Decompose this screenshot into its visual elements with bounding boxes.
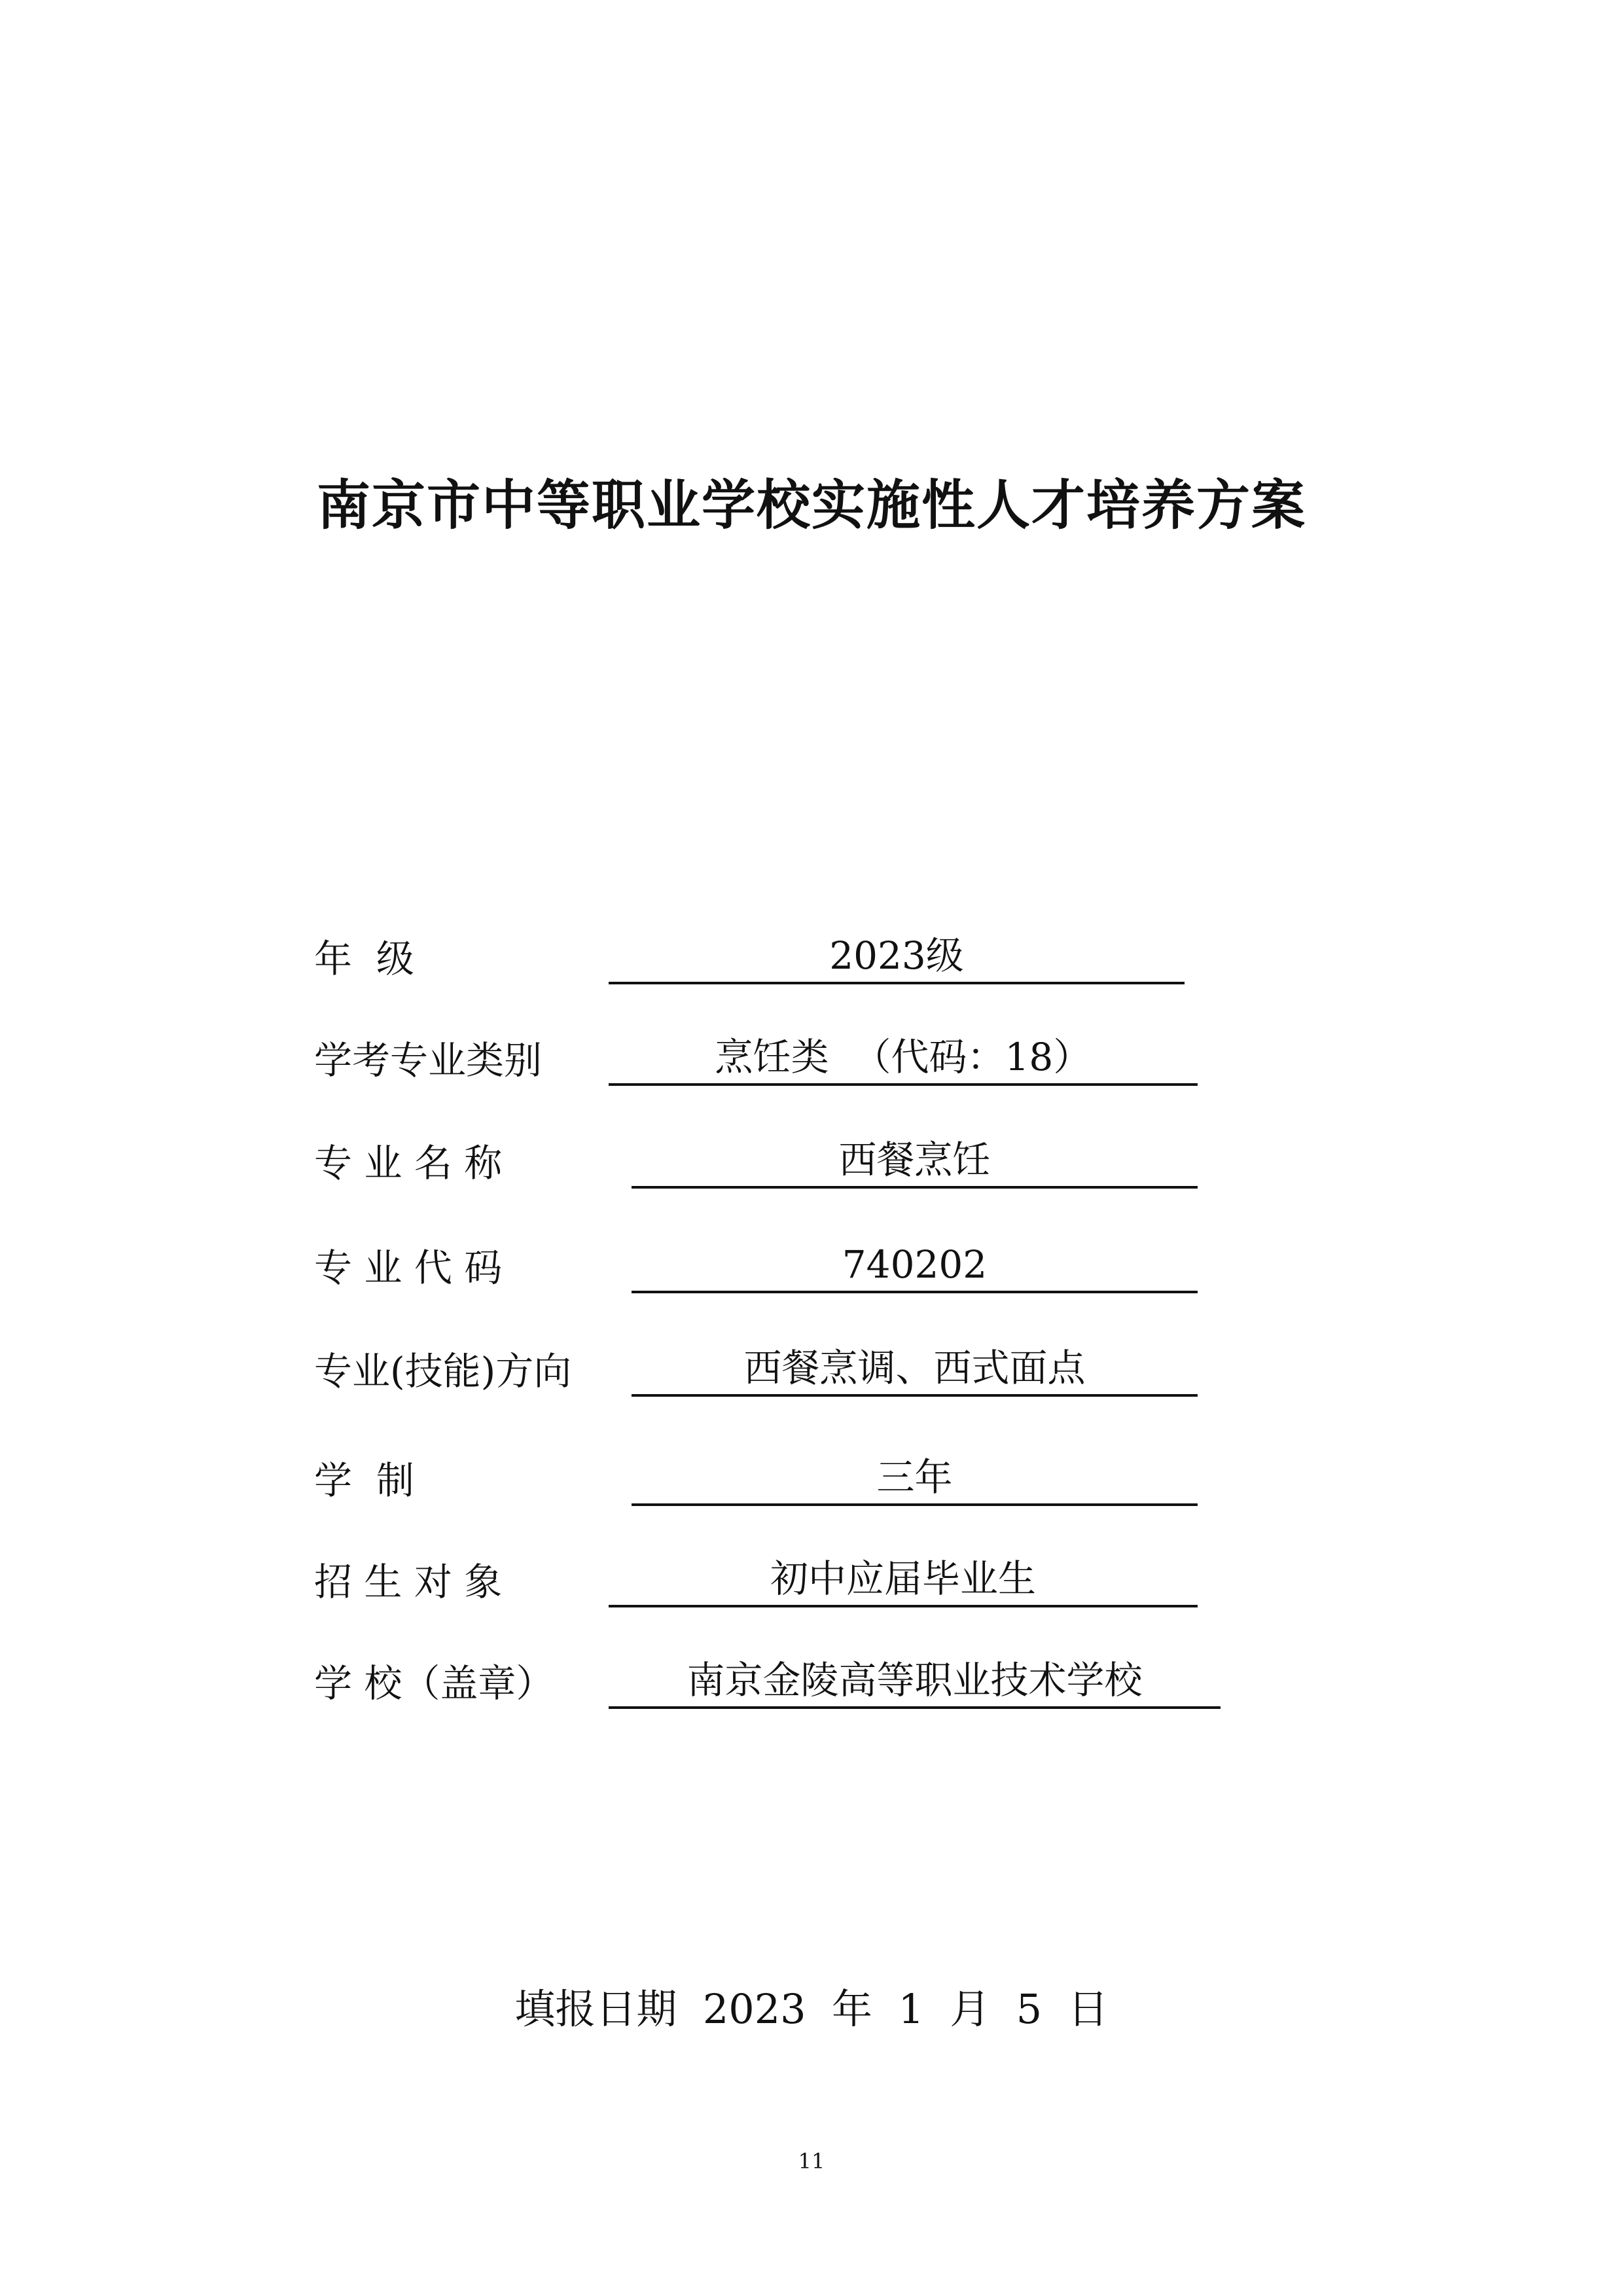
field-row-direction	[0, 1334, 1623, 1406]
field-value: 南京金陵高等职业技术学校	[609, 1654, 1221, 1709]
field-value: 2023级	[609, 929, 1185, 984]
field-row-major-code	[0, 1230, 1623, 1302]
field-label: 学 制	[314, 1458, 414, 1503]
page-number: 11	[798, 2149, 825, 2174]
field-row-major-name	[0, 1126, 1623, 1198]
field-value: 西餐烹饪	[632, 1134, 1198, 1189]
field-label: 专业(技能)方向	[314, 1349, 572, 1393]
field-value: 初中应届毕业生	[609, 1552, 1198, 1607]
field-row-enrollment	[0, 1545, 1623, 1617]
field-label: 专 业 名 称	[314, 1141, 503, 1185]
field-row-school	[0, 1646, 1623, 1718]
field-label: 招 生 对 象	[314, 1560, 503, 1604]
field-label: 专 业 代 码	[314, 1246, 503, 1290]
field-row-duration	[0, 1443, 1623, 1515]
field-label: 学 校（盖章）	[314, 1661, 554, 1706]
field-value: 烹饪类 （代码：18）	[609, 1031, 1198, 1086]
field-label: 学考专业类别	[314, 1038, 543, 1083]
field-row-category	[0, 1023, 1623, 1095]
field-label: 年 级	[314, 937, 414, 981]
fill-date: 填报日期 2023 年 1 月 5 日	[514, 1985, 1109, 2033]
field-value: 西餐烹调、西式面点	[632, 1342, 1198, 1397]
field-value: 740202	[632, 1238, 1198, 1293]
document-title: 南京市中等职业学校实施性人才培养方案	[316, 475, 1306, 537]
field-value: 三年	[632, 1451, 1198, 1506]
field-row-grade	[0, 922, 1623, 994]
